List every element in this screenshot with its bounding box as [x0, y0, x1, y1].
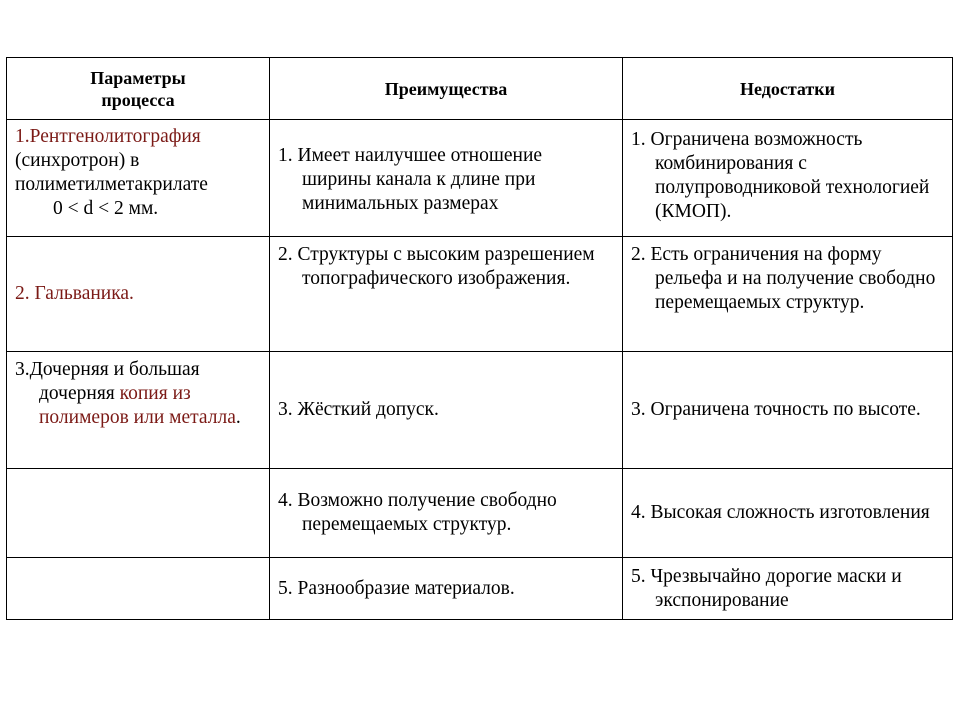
advantage-text: 1. Имеет наилучшее отношение ширины канала к длине при минимальных размерах: [278, 145, 543, 214]
param-period: .: [235, 407, 241, 428]
param-polymers-or: полимеров или: [39, 407, 165, 428]
advantage-text: 3. Жёсткий допуск.: [278, 399, 439, 420]
disadvantage-text: 5. Чрезвычайно дорогие маски и экспонирование: [631, 565, 902, 611]
param-cell: [7, 120, 270, 237]
comparison-table: [6, 57, 953, 620]
disadvantage-cell: [623, 352, 953, 469]
disadvantage-text: 1. Ограничена возможность комбинирования с полупроводниковой технологией (КМОП).: [631, 129, 930, 222]
advantage-cell: [270, 120, 623, 237]
advantage-cell: [270, 558, 623, 620]
param-depth-range: 0 < d < 2 мм.: [53, 198, 159, 219]
disadvantage-cell: [623, 469, 953, 558]
header-advantages: Преимущества: [270, 58, 623, 120]
param-cell-empty: [7, 558, 270, 620]
advantage-cell: [270, 469, 623, 558]
header-row: [7, 58, 953, 120]
header-parameters: [7, 58, 270, 120]
disadvantage-cell: [623, 237, 953, 352]
param-synchrotron: (синхротрон) в: [15, 150, 140, 171]
param-daughter-word: дочерняя: [39, 383, 115, 404]
advantage-cell: [270, 352, 623, 469]
advantage-text: 2. Структуры с высоким разрешением топографического изображения.: [278, 244, 595, 289]
param-metal: металла: [169, 407, 236, 428]
disadvantage-cell: [623, 120, 953, 237]
param-cell-empty: [7, 469, 270, 558]
param-cell: [7, 237, 270, 352]
advantage-cell: [270, 237, 623, 352]
table-row: [7, 120, 953, 237]
table-row: [7, 558, 953, 620]
table-row: [7, 469, 953, 558]
param-galvanics: 2. Гальваника.: [15, 283, 134, 304]
disadvantage-text: 4. Высокая сложность изготовления: [631, 502, 930, 523]
header-disadvantages: Недостатки: [623, 58, 953, 120]
param-cell: [7, 352, 270, 469]
param-xray-lithography: 1.Рентгенолитография: [15, 126, 201, 147]
table-row: [7, 352, 953, 469]
advantage-text: 4. Возможно получение свободно перемещаемых структур.: [278, 490, 557, 535]
header-parameters-line1: Параметры: [90, 67, 186, 88]
param-daughter-line1: 3.Дочерняя и большая: [15, 359, 200, 380]
param-pmma: полиметилметакрилате: [15, 174, 208, 195]
advantage-text: 5. Разнообразие материалов.: [278, 577, 515, 599]
disadvantage-text: 3. Ограничена точность по высоте.: [631, 399, 921, 420]
disadvantage-cell: [623, 558, 953, 620]
header-parameters-line2: процесса: [101, 89, 175, 110]
table-row: [7, 237, 953, 352]
disadvantage-text: 2. Есть ограничения на форму рельефа и на получение свободно перемещаемых структур.: [631, 244, 936, 313]
param-copy-from: копия из: [114, 383, 191, 404]
